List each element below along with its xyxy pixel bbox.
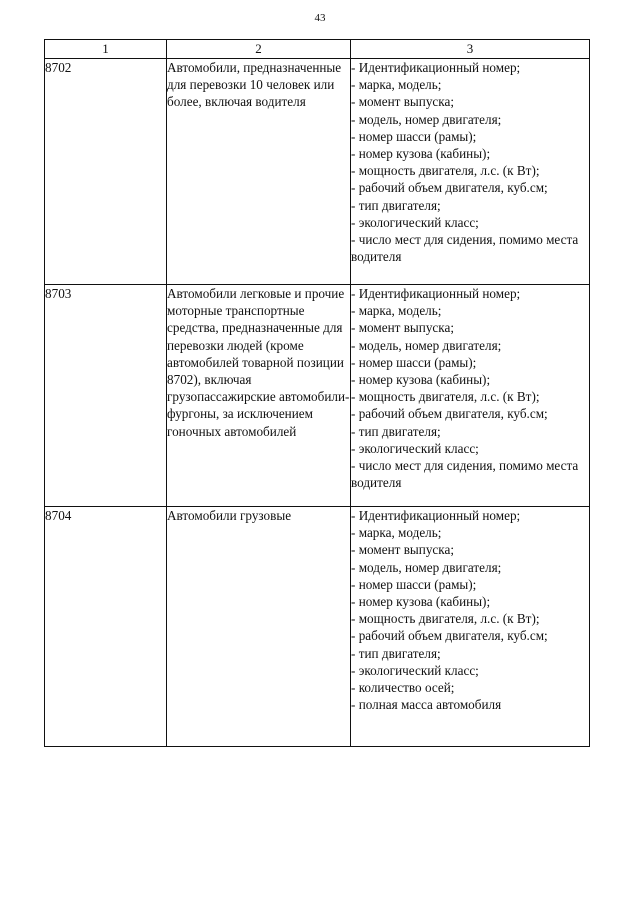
attribute-item: - рабочий объем двигателя, куб.см;: [351, 406, 548, 422]
hs-code-cell: 8704: [45, 507, 167, 747]
attribute-item: - марка, модель;: [351, 77, 442, 93]
attribute-item: - экологический класс;: [351, 214, 479, 230]
hs-code-cell: 8703: [45, 285, 167, 507]
description-cell: Автомобили, предназначенные для перевозки 10 человек или более, включая водителя: [167, 59, 351, 285]
header-row: [45, 40, 590, 59]
column-header-1: 1: [45, 40, 167, 59]
attribute-item: - модель, номер двигателя;: [351, 111, 502, 127]
attribute-item: - модель, номер двигателя;: [351, 559, 502, 575]
attribute-item: - число мест для сидения, помимо места водителя: [351, 232, 579, 265]
attribute-item: - число мест для сидения, помимо места водителя: [351, 458, 579, 491]
hs-code-cell: 8702: [45, 59, 167, 285]
attribute-item: - тип двигателя;: [351, 423, 441, 439]
table-row: [45, 285, 590, 507]
attribute-item: - экологический класс;: [351, 662, 479, 678]
column-header-3: 3: [351, 40, 590, 59]
attribute-item: - момент выпуска;: [351, 320, 455, 336]
attribute-item: - момент выпуска;: [351, 94, 455, 110]
column-header-2: 2: [167, 40, 351, 59]
attributes-cell: [351, 285, 590, 507]
attribute-item: - марка, модель;: [351, 303, 442, 319]
attribute-item: - мощность двигателя, л.с. (к Вт);: [351, 163, 540, 179]
attributes-cell: [351, 507, 590, 747]
attribute-item: - количество осей;: [351, 680, 455, 696]
attribute-item: - рабочий объем двигателя, куб.см;: [351, 628, 548, 644]
attribute-item: - номер кузова (кабины);: [351, 146, 491, 162]
vehicle-attributes-table: [44, 39, 590, 747]
attribute-list: [351, 59, 589, 265]
attribute-item: - момент выпуска;: [351, 542, 455, 558]
table-row: [45, 507, 590, 747]
attribute-item: - Идентификационный номер;: [351, 508, 521, 523]
description-cell: Автомобили легковые и прочие моторные транспортные средства, предназначенные для перевозки людей (кроме автомобилей товарной позиции 8702), включая грузопассажирские автомобили-фургоны, за исключением гоночных автомобилей: [167, 285, 351, 507]
attribute-item: - номер кузова (кабины);: [351, 594, 491, 610]
attribute-list: [351, 285, 589, 491]
attribute-item: - рабочий объем двигателя, куб.см;: [351, 180, 548, 196]
attribute-item: - тип двигателя;: [351, 645, 441, 661]
attribute-list: [351, 507, 589, 713]
attribute-item: - полная масса автомобиля: [351, 697, 502, 713]
page-number: 43: [314, 12, 326, 24]
attribute-item: - номер шасси (рамы);: [351, 576, 477, 592]
attribute-item: - Идентификационный номер;: [351, 60, 521, 75]
attribute-item: - Идентификационный номер;: [351, 286, 521, 301]
description-cell: Автомобили грузовые: [167, 507, 351, 747]
attribute-item: - экологический класс;: [351, 440, 479, 456]
attribute-item: - номер шасси (рамы);: [351, 354, 477, 370]
attribute-item: - марка, модель;: [351, 525, 442, 541]
attribute-item: - модель, номер двигателя;: [351, 337, 502, 353]
table-row: [45, 59, 590, 285]
attribute-item: - мощность двигателя, л.с. (к Вт);: [351, 611, 540, 627]
attribute-item: - номер шасси (рамы);: [351, 128, 477, 144]
attribute-item: - тип двигателя;: [351, 197, 441, 213]
attribute-item: - номер кузова (кабины);: [351, 372, 491, 388]
attribute-item: - мощность двигателя, л.с. (к Вт);: [351, 389, 540, 405]
attributes-cell: [351, 59, 590, 285]
